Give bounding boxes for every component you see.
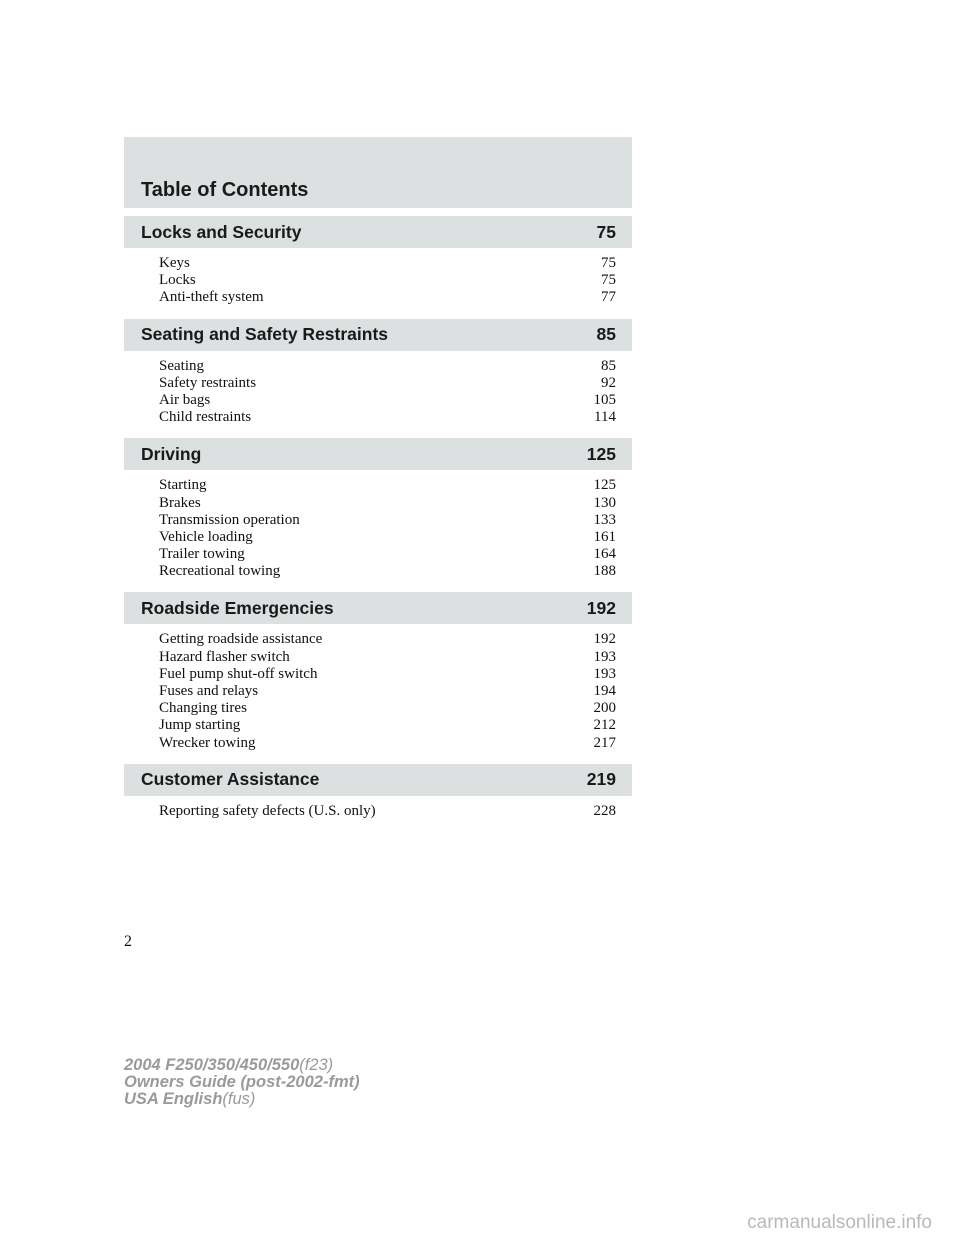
section-heading[interactable] <box>124 319 632 351</box>
toc-entry[interactable] <box>159 563 616 580</box>
toc-entry[interactable] <box>159 255 616 272</box>
entry-page: 188 <box>593 563 616 580</box>
entry-label: Trailer towing <box>159 546 245 563</box>
toc-entry[interactable] <box>159 409 616 426</box>
toc-entry[interactable] <box>159 631 616 648</box>
toc-entry[interactable] <box>159 289 616 306</box>
toc-entry[interactable] <box>159 546 616 563</box>
section-title: Seating and Safety Restraints <box>141 324 389 345</box>
section-items <box>124 470 632 586</box>
entry-label: Getting roadside assistance <box>159 631 323 648</box>
section-title: Roadside Emergencies <box>141 597 334 618</box>
entry-page: 217 <box>593 734 616 751</box>
entry-label: Safety restraints <box>159 374 257 391</box>
section-items <box>124 796 632 826</box>
entry-page: 85 <box>601 357 616 374</box>
watermark: carmanualsonline.info <box>747 1212 932 1233</box>
entry-page: 193 <box>593 665 616 682</box>
entry-label: Seating <box>159 357 204 374</box>
section-items <box>124 624 632 757</box>
section-page: 75 <box>596 221 616 242</box>
toc-entry[interactable] <box>159 683 616 700</box>
toc-entry[interactable] <box>159 717 616 734</box>
toc-entry[interactable] <box>159 512 616 529</box>
entry-page: 75 <box>601 255 616 271</box>
entry-label: Hazard flasher switch <box>159 648 290 665</box>
entry-page: 130 <box>593 494 616 511</box>
entry-label: Fuel pump shut-off switch <box>159 665 318 682</box>
entry-label: Keys <box>159 255 190 271</box>
toc-section <box>124 592 632 757</box>
entry-page: 164 <box>593 546 616 563</box>
entry-page: 92 <box>601 374 616 391</box>
section-heading[interactable] <box>124 764 632 796</box>
toc-entry[interactable] <box>159 803 616 820</box>
entry-page: 212 <box>593 717 616 734</box>
toc-entry[interactable] <box>159 666 616 683</box>
entry-label: Locks <box>159 272 196 289</box>
toc-entry[interactable] <box>159 272 616 289</box>
toc-entry[interactable] <box>159 700 616 717</box>
entry-label: Wrecker towing <box>159 734 256 751</box>
toc-section <box>124 764 632 826</box>
section-items <box>124 351 632 433</box>
toc-entry[interactable] <box>159 358 616 375</box>
entry-label: Transmission operation <box>159 511 300 528</box>
entry-label: Anti-theft system <box>159 289 264 306</box>
section-page: 192 <box>586 597 616 618</box>
page-title: Table of Contents <box>141 179 309 201</box>
entry-page: 114 <box>594 409 616 426</box>
entry-page: 200 <box>593 700 616 717</box>
toc-entry[interactable] <box>159 477 616 494</box>
page-number: 2 <box>124 933 132 950</box>
toc-section <box>124 438 632 586</box>
entry-label: Air bags <box>159 391 211 408</box>
toc-entry[interactable] <box>159 392 616 409</box>
toc-entry[interactable] <box>159 375 616 392</box>
toc-section <box>124 319 632 433</box>
section-heading[interactable] <box>124 592 632 624</box>
entry-page: 105 <box>593 391 616 408</box>
footer-line-3: USA English(fus) <box>124 1090 256 1108</box>
entry-page: 194 <box>593 683 616 699</box>
entry-page: 228 <box>593 802 616 819</box>
entry-label: Vehicle loading <box>159 528 253 545</box>
entry-page: 77 <box>601 289 616 306</box>
toc-entry[interactable] <box>159 529 616 546</box>
toc-title-box <box>124 137 632 208</box>
toc-entry[interactable] <box>159 649 616 666</box>
entry-page: 161 <box>593 528 616 545</box>
entry-label: Fuses and relays <box>159 683 259 699</box>
section-heading[interactable] <box>124 216 632 248</box>
section-title: Driving <box>141 443 202 464</box>
entry-page: 125 <box>593 477 616 494</box>
section-page: 125 <box>586 443 616 464</box>
toc-section <box>124 216 632 313</box>
entry-label: Starting <box>159 477 207 494</box>
section-title: Locks and Security <box>141 221 302 242</box>
entry-label: Child restraints <box>159 409 252 426</box>
entry-label: Jump starting <box>159 717 241 734</box>
toc-entry[interactable] <box>159 735 616 752</box>
entry-label: Reporting safety defects (U.S. only) <box>159 802 376 819</box>
entry-page: 133 <box>593 511 616 528</box>
section-page: 219 <box>586 769 616 790</box>
entry-page: 75 <box>601 272 616 289</box>
entry-label: Brakes <box>159 494 201 511</box>
document-footer <box>124 1057 360 1108</box>
entry-label: Recreational towing <box>159 563 281 580</box>
entry-page: 192 <box>593 631 616 648</box>
table-of-contents <box>124 216 632 826</box>
section-title: Customer Assistance <box>141 769 320 790</box>
entry-label: Changing tires <box>159 700 247 717</box>
entry-page: 193 <box>593 648 616 665</box>
section-page: 85 <box>596 324 616 345</box>
section-items <box>124 248 632 313</box>
footer-line-2: Owners Guide (post-2002-fmt) <box>124 1073 360 1091</box>
footer-line-1: 2004 F250/350/450/550(f23) <box>124 1056 334 1074</box>
section-heading[interactable] <box>124 438 632 470</box>
toc-entry[interactable] <box>159 495 616 512</box>
